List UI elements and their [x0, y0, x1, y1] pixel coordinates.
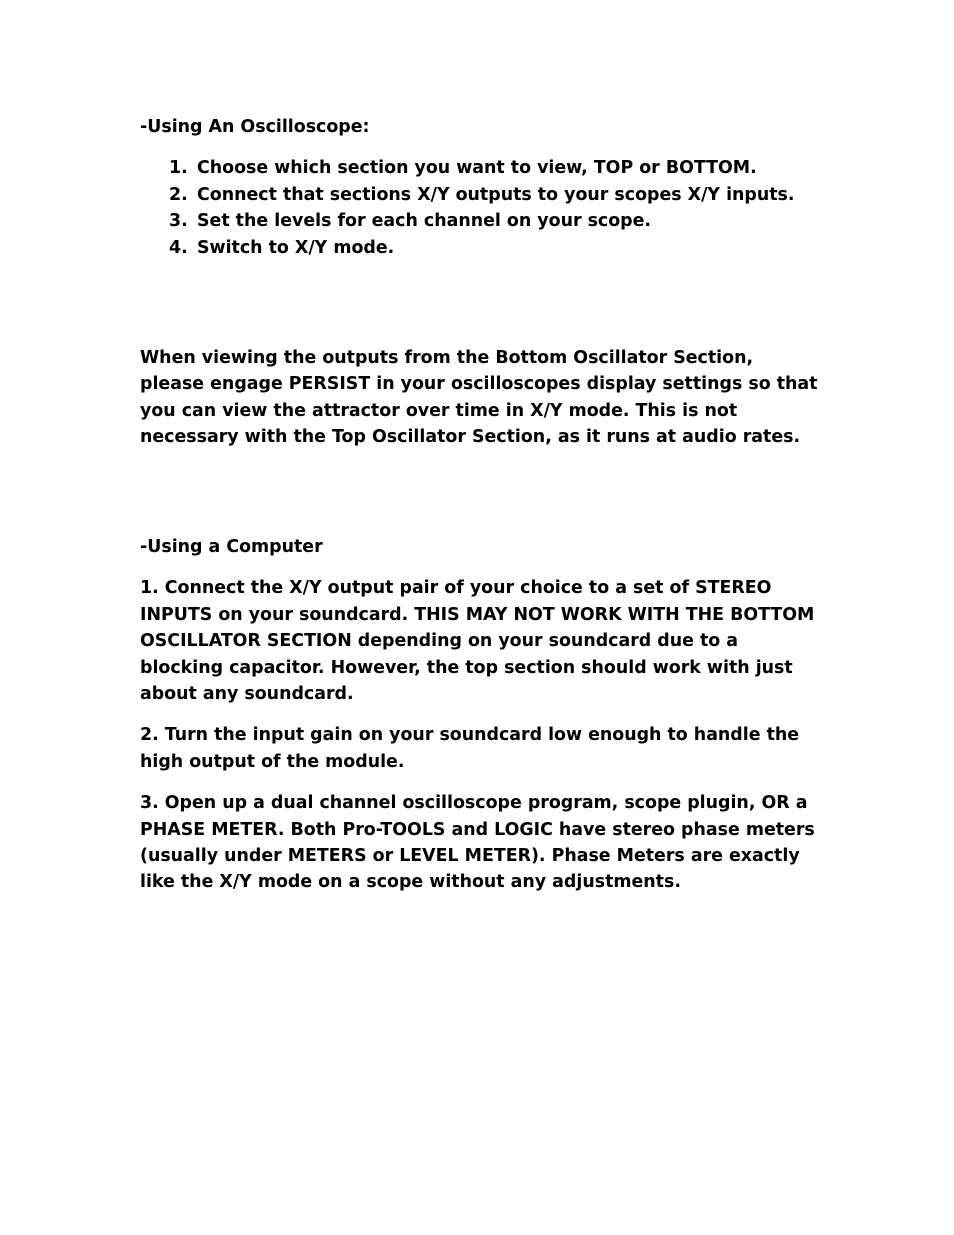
- persist-note-section: [140, 345, 820, 451]
- step-number: 4.: [169, 237, 188, 258]
- computer-step: 1. Connect the X/Y output pair of your choice to a set of STEREO INPUTS on your soundcard. THIS MAY NOT WORK WITH THE BOTTOM OSCILLATOR SECTION depending on your soundcard due to a blocking capacitor. However, the top section should work with just about any soundcard.: [140, 578, 815, 705]
- list-item: [140, 182, 820, 208]
- persist-note: When viewing the outputs from the Bottom Oscillator Section, please engage PERSIST in your oscilloscopes display settings so that you can view the attractor over time in X/Y mode. This is not necessary with the Top Oscillator Section, as it runs at audio rates.: [140, 348, 818, 448]
- oscilloscope-heading: -Using An Oscilloscope:: [140, 117, 370, 137]
- step-number: 3.: [169, 211, 188, 232]
- step-number: 2.: [169, 184, 188, 205]
- step-text: Switch to X/Y mode.: [197, 237, 395, 258]
- list-item: [140, 235, 820, 261]
- computer-heading: -Using a Computer: [140, 537, 323, 557]
- oscilloscope-section: [140, 114, 820, 261]
- step-text: Choose which section you want to view, TOP or BOTTOM.: [197, 158, 757, 179]
- computer-steps: [140, 575, 820, 895]
- step-number: 1.: [169, 158, 188, 179]
- computer-step: 3. Open up a dual channel oscilloscope program, scope plugin, OR a PHASE METER. Both Pro-TOOLS and LOGIC have stereo phase meters (usually under METERS or LEVEL METER). Phase Meters are exactly like the X/Y mode on a scope without any adjustments.: [140, 793, 815, 893]
- oscilloscope-steps-list: [140, 155, 820, 261]
- step-text: Set the levels for each channel on your scope.: [197, 211, 652, 232]
- computer-section: [140, 534, 820, 896]
- list-item: [140, 208, 820, 234]
- step-text: Connect that sections X/Y outputs to your scopes X/Y inputs.: [197, 184, 795, 205]
- list-item: [140, 155, 820, 181]
- computer-step: 2. Turn the input gain on your soundcard low enough to handle the high output of the module.: [140, 725, 800, 772]
